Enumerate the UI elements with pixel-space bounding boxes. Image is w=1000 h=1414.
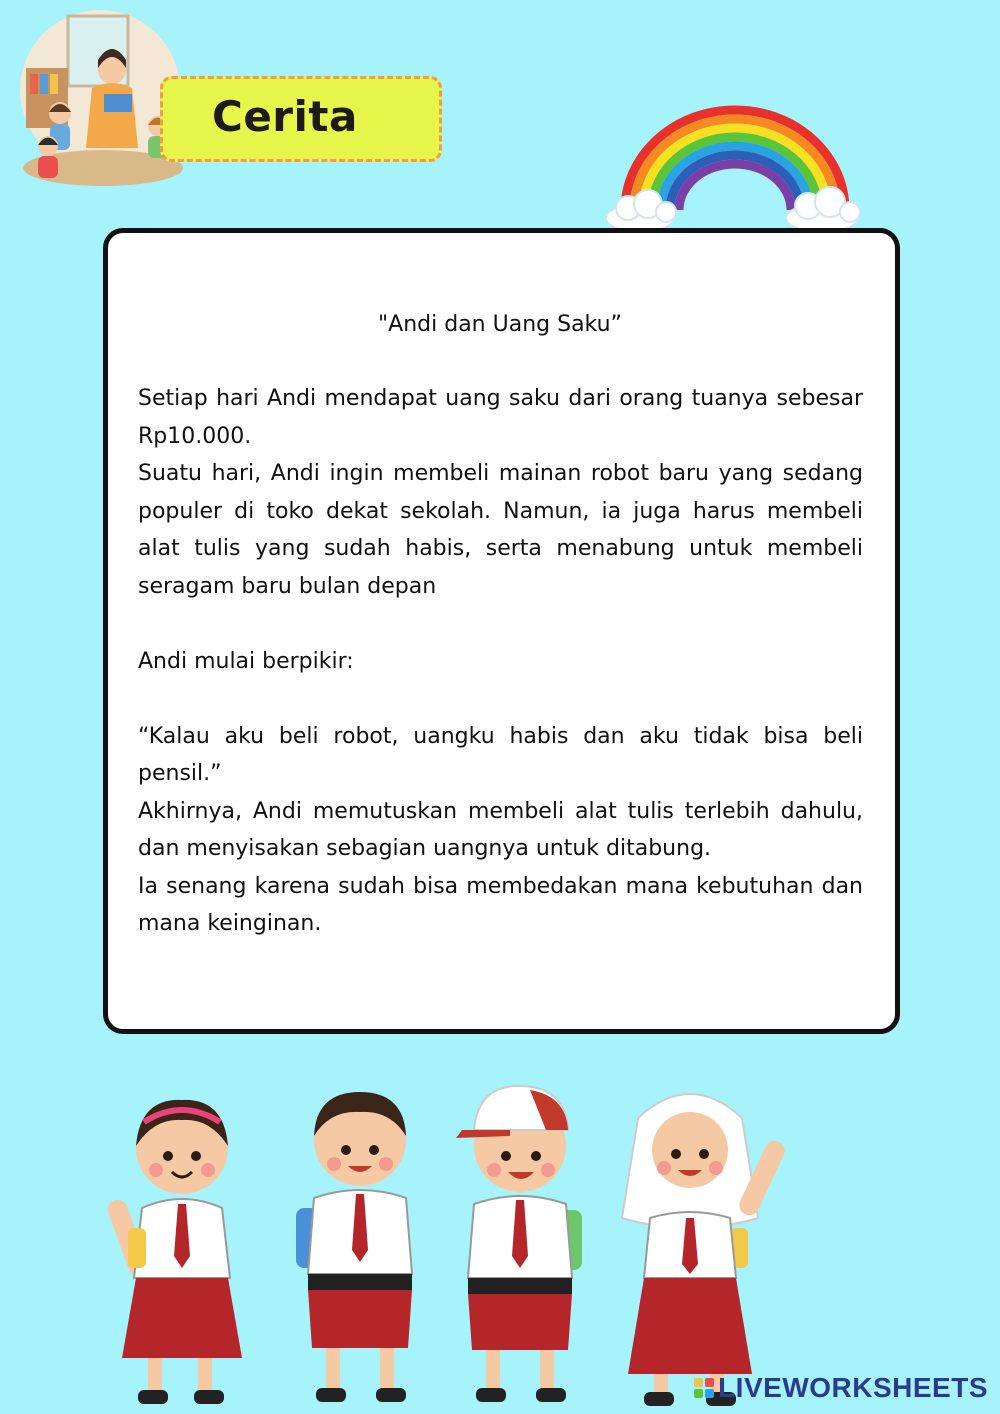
liveworksheets-watermark: [694, 1370, 988, 1406]
story-paragraph: “Kalau aku beli robot, uangku habis dan aku tidak bisa beli pensil.”: [138, 723, 863, 786]
story-title: "Andi dan Uang Saku”: [378, 312, 622, 337]
rainbow-icon: [600, 100, 870, 240]
boy-student-figure: [296, 1092, 412, 1402]
story-paragraph: Ia senang karena sudah bisa membedakan mana kebutuhan dan mana keinginan.: [138, 873, 863, 936]
liveworksheets-logo-icon: [694, 1378, 714, 1398]
story-paragraph: Akhirnya, Andi memutuskan membeli alat tulis terlebih dahulu, dan menyisakan sebagian uangnya untuk ditabung.: [138, 798, 863, 861]
story-paragraph: Setiap hari Andi mendapat uang saku dari orang tuanya sebesar Rp10.000.: [138, 386, 863, 449]
story-body: [138, 380, 863, 943]
girl-student-figure: [105, 1100, 242, 1404]
story-paragraph: Suatu hari, Andi ingin membeli mainan robot baru yang sedang populer di toko dekat sekolah. Namun, ia juga harus membeli alat tulis yang sudah habis, serta menabung untuk membeli seragam baru bulan depan: [138, 461, 863, 599]
schoolchildren-illustration: [90, 1078, 810, 1414]
story-paragraph: Andi mulai berpikir:: [138, 648, 354, 674]
page-title: Cerita: [212, 92, 358, 141]
watermark-text: LIVEWORKSHEETS: [718, 1372, 988, 1403]
girl-hijab-figure: [622, 1094, 788, 1406]
boy-with-cap-figure: [456, 1086, 582, 1402]
